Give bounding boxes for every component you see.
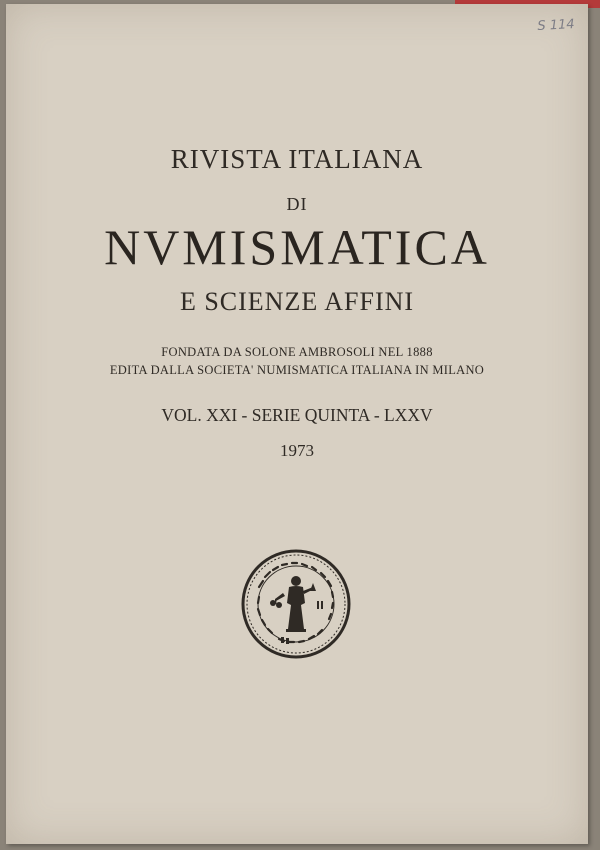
pencil-note: S 114 (537, 17, 575, 34)
publisher-info: EDITA DALLA SOCIETA' NUMISMATICA ITALIANA IN MILANO (109, 363, 485, 377)
founding-info: FONDATA DA SOLONE AMBROSOLI NEL 1888 (161, 345, 433, 359)
title-line-1: RIVISTA ITALIANA (170, 144, 424, 174)
coin-seal-icon (239, 547, 353, 661)
journal-main-title: NVMISMATICA (104, 219, 490, 275)
publication-year: 1973 (280, 441, 314, 460)
journal-cover (6, 4, 588, 844)
title-line-4: E SCIENZE AFFINI (179, 287, 415, 316)
volume-info: VOL. XXI - SERIE QUINTA - LXXV (161, 405, 433, 425)
title-line-2: DI (286, 194, 308, 214)
